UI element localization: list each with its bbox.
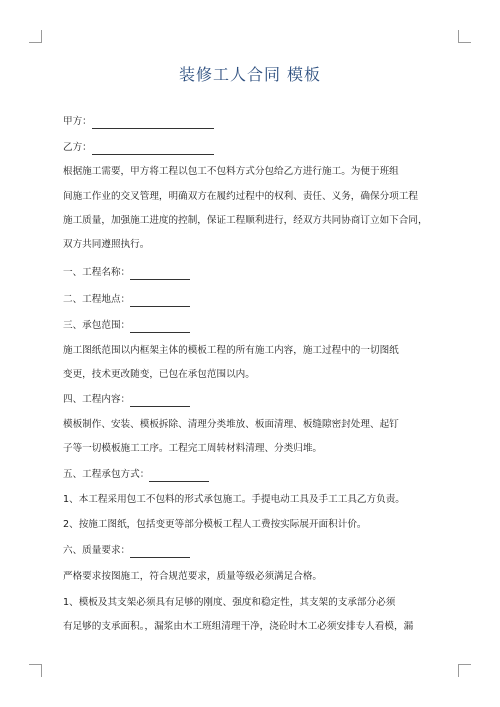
section-5-item-1: 1、本工程采用包工不包料的形式承包施工。手提电动工具及手工工具乙方负责。 <box>63 494 405 505</box>
section-3-blank <box>130 321 190 333</box>
crop-mark-bottom-left <box>29 664 42 677</box>
crop-mark-top-right <box>458 30 471 43</box>
section-1-blank <box>130 268 190 280</box>
crop-mark-top-left <box>29 30 42 43</box>
intro-line-4: 双方共同遵照执行。 <box>63 239 150 250</box>
section-5-blank <box>149 470 209 482</box>
section-3-text-2: 变更，技术更改随变，已包在承包范围以内。 <box>63 369 255 380</box>
section-6-label: 六、质量要求： <box>63 545 131 556</box>
intro-line-2: 间施工作业的交叉管理，明确双方在履约过程中的权利、责任、义务，确保分项工程 <box>63 191 418 202</box>
section-4-text-2: 子等一切模板施工工序。工程完工周转材料清理、分类归堆。 <box>63 443 323 454</box>
section-6-text: 严格要求按图施工，符合规范要求，质量等级必须满足合格。 <box>63 571 323 582</box>
section-4-line <box>63 393 443 407</box>
party-a-line <box>63 115 443 129</box>
section-6-blank <box>130 546 190 558</box>
section-6-item-1-line-1: 1、模板及其支架必须具有足够的刚度、强度和稳定性，其支架的支承部分必须 <box>63 597 396 608</box>
section-1-line <box>63 266 443 280</box>
crop-mark-bottom-right <box>458 664 471 677</box>
document-title: 装修工人合同 模板 <box>178 65 322 84</box>
section-4-text-1: 模板制作、安装、模板拆除、清理分类堆放、板面清理、板缝隙密封处理、起钉 <box>63 419 399 430</box>
party-b-label: 乙方： <box>63 142 92 153</box>
section-5-line <box>63 468 443 482</box>
section-5-label: 五、工程承包方式： <box>63 469 150 480</box>
section-6-item-1-line-2: 有足够的支承面积。，漏浆由木工班组清理干净，浇砼时木工必须安排专人看模，漏 <box>63 621 414 632</box>
section-3-label: 三、承包范围： <box>63 320 131 331</box>
section-2-blank <box>130 295 190 307</box>
party-b-line <box>63 141 443 155</box>
section-4-blank <box>130 395 190 407</box>
section-3-line <box>63 319 443 333</box>
intro-line-1: 根据施工需要，甲方将工程以包工不包料方式分包给乙方进行施工。为便于班组 <box>63 166 399 177</box>
party-a-blank <box>92 117 214 129</box>
intro-line-3: 施工质量，加强施工进度的控制，保证工程顺利进行，经双方共同协商订立如下合同， <box>63 215 428 226</box>
section-5-item-2: 2、按施工图纸，包括变更等部分模板工程人工费按实际展开面积计价。 <box>63 519 367 530</box>
section-6-line <box>63 544 443 558</box>
party-b-blank <box>92 143 214 155</box>
section-1-label: 一、工程名称： <box>63 267 131 278</box>
section-3-text-1: 施工图纸范围以内框架主体的模板工程的所有施工内容，施工过程中的一切图纸 <box>63 345 399 356</box>
party-a-label: 甲方： <box>63 116 92 127</box>
section-4-label: 四、工程内容： <box>63 394 131 405</box>
section-2-label: 二、工程地点： <box>63 294 131 305</box>
section-2-line <box>63 293 443 307</box>
